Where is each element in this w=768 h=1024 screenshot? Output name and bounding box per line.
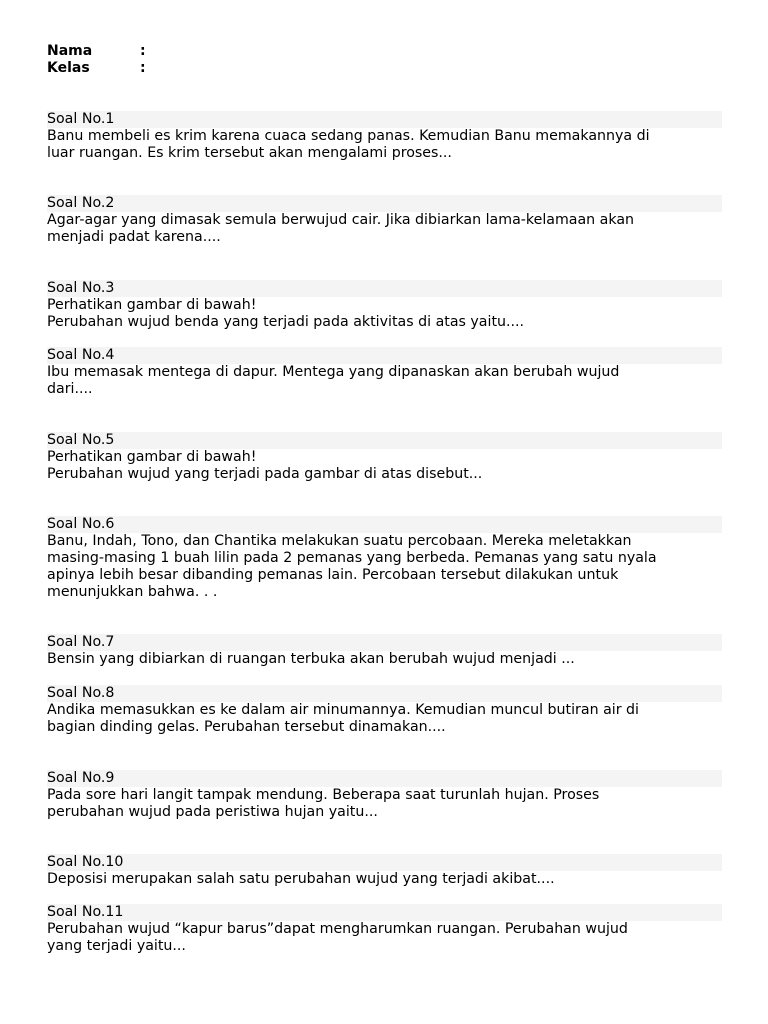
question-1-title: Soal No.1 (47, 111, 722, 128)
question-11 (47, 904, 722, 955)
question-5-line-2: Perubahan wujud yang terjadi pada gambar di atas disebut... (47, 466, 483, 482)
question-7-line-1: Bensin yang dibiarkan di ruangan terbuka akan berubah wujud menjadi ... (47, 651, 575, 667)
question-9-line-1: Pada sore hari langit tampak mendung. Beberapa saat turunlah hujan. Proses (47, 787, 600, 803)
question-6-line-3: apinya lebih besar dibanding pemanas lain. Percobaan tersebut dilakukan untuk (47, 567, 619, 583)
nama-row (47, 43, 146, 60)
question-1-line-2: luar ruangan. Es krim tersebut akan mengalami proses... (47, 145, 452, 161)
question-3-line-1: Perhatikan gambar di bawah! (47, 297, 257, 313)
question-5-line-1: Perhatikan gambar di bawah! (47, 449, 257, 465)
question-6-title: Soal No.6 (47, 516, 722, 533)
question-7 (47, 634, 722, 668)
question-2-line-2: menjadi padat karena.... (47, 229, 221, 245)
question-5 (47, 432, 722, 483)
question-8-title: Soal No.8 (47, 685, 722, 702)
question-2 (47, 195, 722, 246)
question-3-line-2: Perubahan wujud benda yang terjadi pada aktivitas di atas yaitu.... (47, 314, 525, 330)
question-5-title: Soal No.5 (47, 432, 722, 449)
question-9 (47, 770, 722, 821)
kelas-row (47, 60, 146, 77)
question-6 (47, 516, 722, 601)
question-8-line-1: Andika memasukkan es ke dalam air minumannya. Kemudian muncul butiran air di (47, 702, 640, 718)
question-4-line-2: dari.... (47, 381, 93, 397)
question-10-line-1: Deposisi merupakan salah satu perubahan wujud yang terjadi akibat.... (47, 871, 555, 887)
question-4 (47, 347, 722, 398)
question-1 (47, 111, 722, 162)
question-4-line-1: Ibu memasak mentega di dapur. Mentega yang dipanaskan akan berubah wujud (47, 364, 620, 380)
question-3-title: Soal No.3 (47, 280, 722, 297)
question-8 (47, 685, 722, 736)
nama-colon: : (140, 43, 146, 59)
question-3 (47, 280, 722, 331)
question-9-line-2: perubahan wujud pada peristiwa hujan yaitu... (47, 804, 378, 820)
question-2-title: Soal No.2 (47, 195, 722, 212)
question-1-line-1: Banu membeli es krim karena cuaca sedang panas. Kemudian Banu memakannya di (47, 128, 650, 144)
question-8-line-2: bagian dinding gelas. Perubahan tersebut dinamakan.... (47, 719, 446, 735)
kelas-colon: : (140, 60, 146, 76)
question-10 (47, 854, 722, 888)
nama-label: Nama (47, 43, 93, 59)
question-6-line-1: Banu, Indah, Tono, dan Chantika melakukan suatu percobaan. Mereka meletakkan (47, 533, 632, 549)
question-2-line-1: Agar-agar yang dimasak semula berwujud cair. Jika dibiarkan lama-kelamaan akan (47, 212, 635, 228)
question-6-line-4: menunjukkan bahwa. . . (47, 584, 218, 600)
question-6-line-2: masing-masing 1 buah lilin pada 2 pemanas yang berbeda. Pemanas yang satu nyala (47, 550, 657, 566)
student-info-header (47, 43, 146, 77)
question-11-line-2: yang terjadi yaitu... (47, 938, 186, 954)
kelas-label: Kelas (47, 60, 90, 76)
question-10-title: Soal No.10 (47, 854, 722, 871)
question-9-title: Soal No.9 (47, 770, 722, 787)
question-11-title: Soal No.11 (47, 904, 722, 921)
question-11-line-1: Perubahan wujud “kapur barus”dapat mengharumkan ruangan. Perubahan wujud (47, 921, 628, 937)
question-4-title: Soal No.4 (47, 347, 722, 364)
question-7-title: Soal No.7 (47, 634, 722, 651)
